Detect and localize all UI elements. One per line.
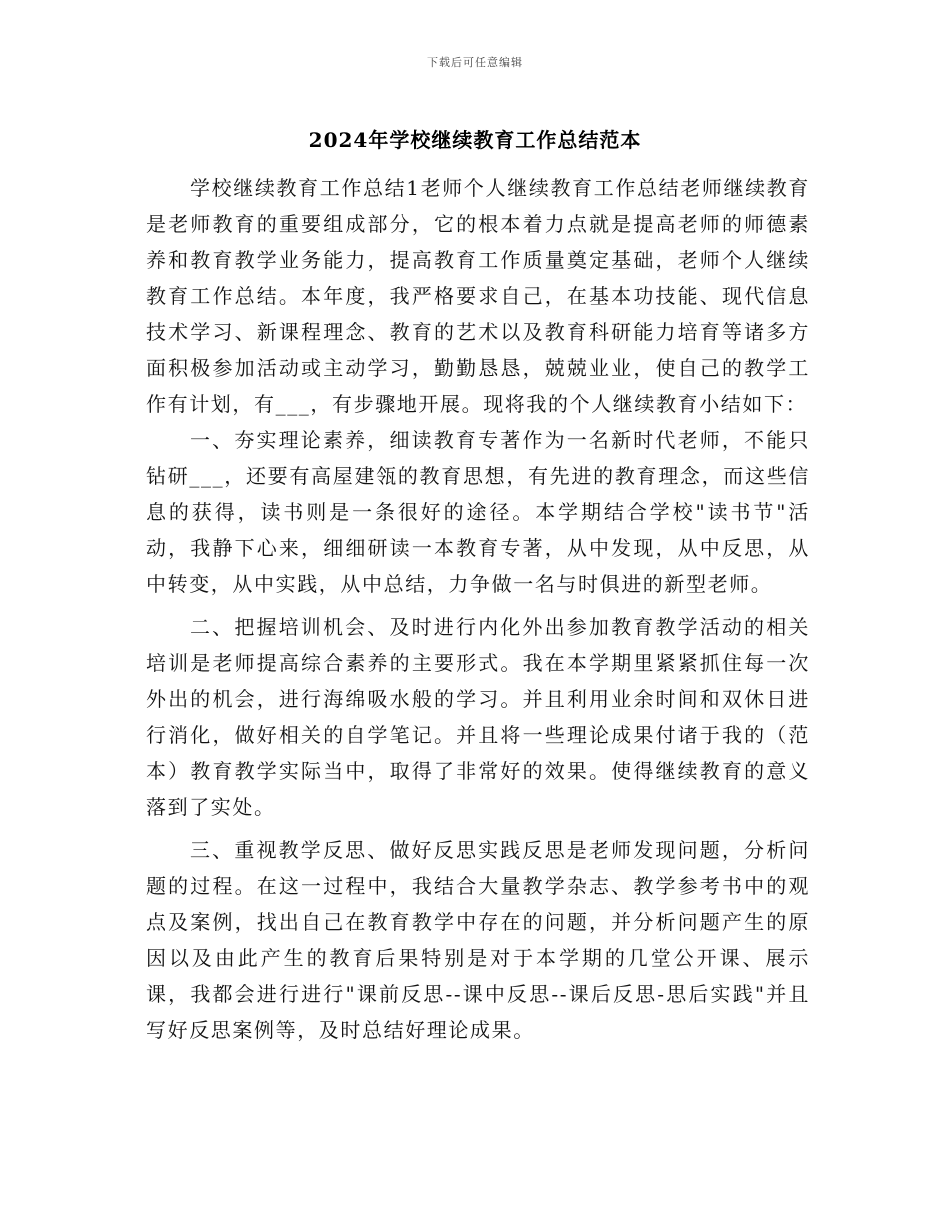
paragraph-section-1: 一、夯实理论素养，细读教育专著作为一名新时代老师，不能只钻研___，还要有高屋建瓴的教育思想，有先进的教育理念，而这些信息的获得，读书则是一条很好的途径。本学期结合学校"读书节"活动，我静下心来，细细研读一本教育专著，从中发现，从中反思，从中转变，从中实践，从中总结，力争做一名与时俱进的新型老师。 [146,428,810,596]
header-note: 下载后可任意编辑 [427,56,523,69]
page-title: 2024年学校继续教育工作总结范本 [308,128,642,152]
paragraph-section-2: 二、把握培训机会、及时进行内化外出参加教育教学活动的相关培训是老师提高综合素养的主要形式。我在本学期里紧紧抓住每一次外出的机会，进行海绵吸水般的学习。并且利用业余时间和双休日进行消化，做好相关的自学笔记。并且将一些理论成果付诸于我的（范本）教育教学实际当中，取得了非常好的效果。使得继续教育的意义落到了实处。 [146,615,810,819]
paragraph-section-3: 三、重视教学反思、做好反思实践反思是老师发现问题，分析问题的过程。在这一过程中，我结合大量教学杂志、教学参考书中的观点及案例，找出自己在教育教学中存在的问题，并分析问题产生的原因以及由此产生的教育后果特别是对于本学期的几堂公开课、展示课，我都会进行进行"课前反思--课中反思--课后反思-思后实践"并且写好反思案例等，及时总结好理论成果。 [146,838,810,1042]
paragraph-intro: 学校继续教育工作总结1老师个人继续教育工作总结老师继续教育是老师教育的重要组成部分，它的根本着力点就是提高老师的师德素养和教育教学业务能力，提高教育工作质量奠定基础，老师个人继续教育工作总结。本年度，我严格要求自己，在基本功技能、现代信息技术学习、新课程理念、教育的艺术以及教育科研能力培育等诸多方面积极参加活动或主动学习，勤勤恳恳，兢兢业业，使自己的教学工作有计划，有___，有步骤地开展。现将我的个人继续教育小结如下： [146,176,810,416]
document-body [146,170,810,1048]
